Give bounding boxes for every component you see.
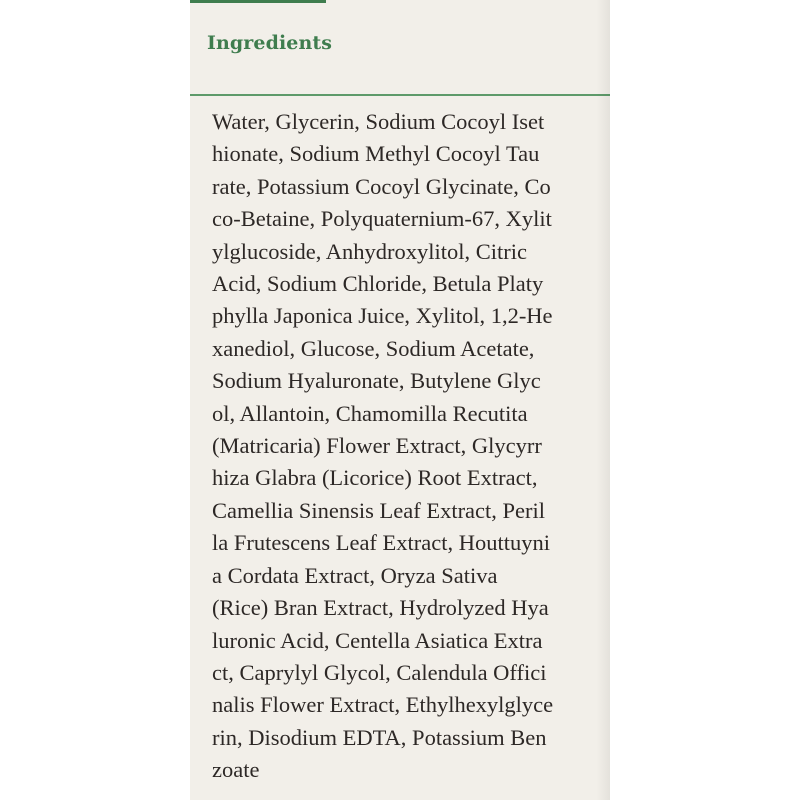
ingredients-line: rate, Potassium Cocoyl Glycinate, Co — [212, 173, 551, 199]
ingredients-line: nalis Flower Extract, Ethylhexylglyce — [212, 692, 554, 718]
ingredients-line: co-Betaine, Polyquaternium-67, Xylit — [212, 206, 552, 232]
top-accent-rule — [190, 0, 326, 3]
ingredients-line: (Rice) Bran Extract, Hydrolyzed Hya — [212, 595, 549, 621]
ingredients-line: xanediol, Glucose, Sodium Acetate, — [212, 335, 535, 361]
ingredients-line: la Frutescens Leaf Extract, Houttuyni — [212, 530, 551, 556]
ingredients-line: zoate — [212, 757, 260, 783]
ingredients-line: luronic Acid, Centella Asiatica Extra — [212, 627, 543, 653]
ingredients-line: Sodium Hyaluronate, Butylene Glyc — [212, 368, 541, 394]
ingredients-heading: Ingredients — [207, 32, 333, 54]
ingredients-line: rin, Disodium EDTA, Potassium Ben — [212, 724, 547, 750]
ingredients-line: a Cordata Extract, Oryza Sativa — [212, 562, 498, 588]
panel-edge-shadow — [596, 0, 610, 800]
ingredients-line: ylglucoside, Anhydroxylitol, Citric — [212, 238, 527, 264]
ingredients-line: hiza Glabra (Licorice) Root Extract, — [212, 465, 538, 491]
ingredients-text — [212, 106, 602, 787]
heading-divider — [190, 94, 610, 96]
ingredients-line: Camellia Sinensis Leaf Extract, Peril — [212, 497, 546, 523]
ingredients-line: phylla Japonica Juice, Xylitol, 1,2-He — [212, 303, 553, 329]
ingredients-line: ct, Caprylyl Glycol, Calendula Offici — [212, 659, 547, 685]
ingredients-line: hionate, Sodium Methyl Cocoyl Tau — [212, 141, 540, 167]
ingredients-line: ol, Allantoin, Chamomilla Recutita — [212, 400, 528, 426]
ingredients-panel — [190, 0, 610, 800]
ingredients-line: Water, Glycerin, Sodium Cocoyl Iset — [212, 109, 545, 134]
ingredients-line: (Matricaria) Flower Extract, Glycyrr — [212, 433, 542, 459]
ingredients-line: Acid, Sodium Chloride, Betula Platy — [212, 271, 544, 297]
